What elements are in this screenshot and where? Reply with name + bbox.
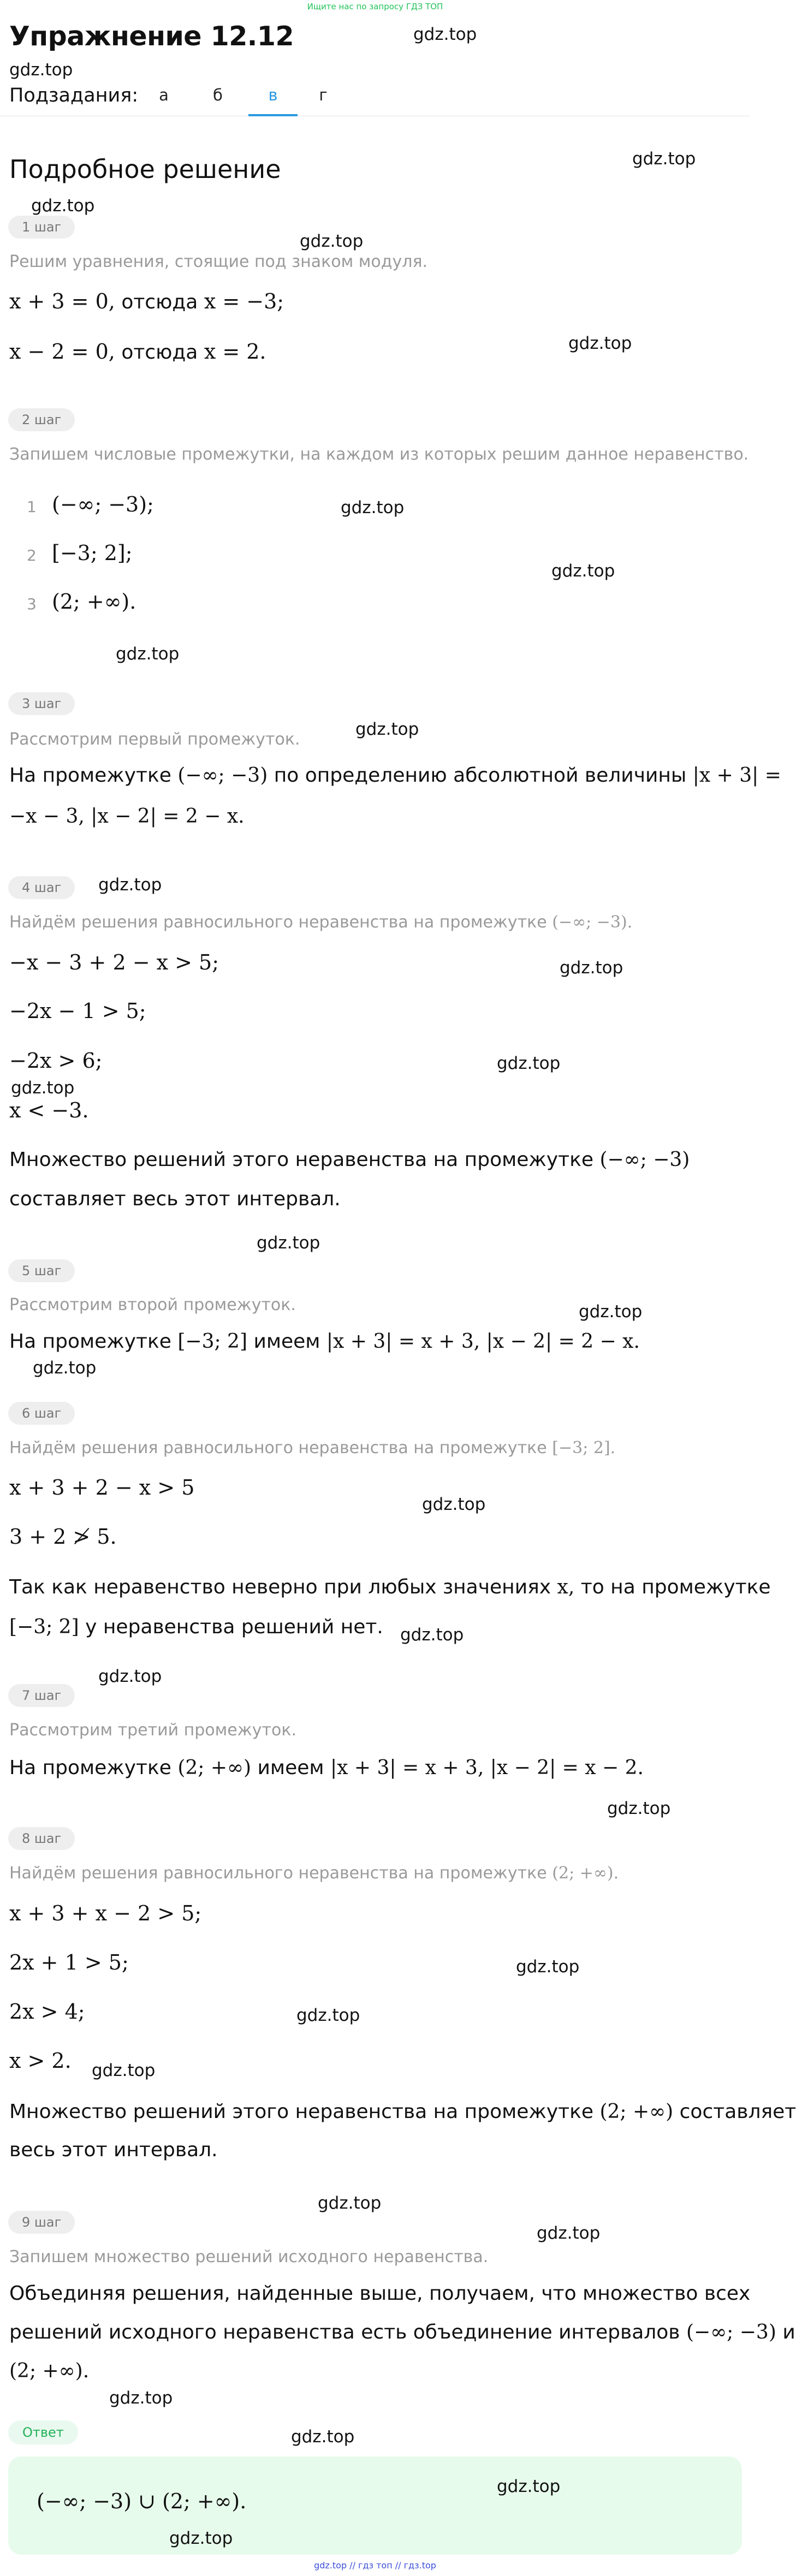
text-line: На промежутке [−3; 2] имеем |x + 3| = x + 3, |x − 2| = 2 − x. [9,1330,640,1353]
tab-b[interactable]: б [213,86,223,104]
equation-line: x < −3. [9,1098,89,1122]
section-title: Подробное решение [9,154,281,184]
watermark: gdz.top [318,2193,382,2213]
step-badge: 5 шаг [8,1259,75,1282]
watermark: gdz.top [98,875,162,895]
watermark: gdz.top [33,1358,97,1378]
equation-line: x − 2 = 0, отсюда x = 2. [9,340,266,364]
equation-line: −x − 3 + 2 − x > 5; [9,950,219,974]
step-badge: 4 шаг [8,876,75,899]
step-badge: 2 шаг [8,408,75,431]
answer-text: (−∞; −3) ∪ (2; +∞). [37,2489,247,2513]
text-line: [−3; 2] у неравенства решений нет. [9,1616,383,1638]
watermark: gdz.top [116,644,180,664]
watermark: gdz.top [497,2477,561,2496]
footer-links[interactable]: gdz.top // гдз топ // гдз.top [314,2560,436,2571]
answer-badge: Ответ [8,2420,78,2444]
active-tab-indicator [248,114,298,116]
list-number: 2 [27,546,37,564]
step-description: Найдём решения равносильного неравенства на промежутке [−3; 2]. [9,1438,616,1457]
watermark: gdz.top [551,561,615,581]
step-badge: 7 шаг [8,1684,75,1707]
tab-g[interactable]: г [319,86,328,104]
step-description: Рассмотрим третий промежуток. [9,1721,296,1740]
watermark: gdz.top [98,1667,162,1686]
watermark: gdz.top [355,719,419,739]
equation-line: x > 2. [9,2049,72,2073]
tab-a[interactable]: а [159,86,169,104]
watermark: gdz.top [497,1054,561,1073]
watermark: gdz.top [92,2061,156,2080]
step-badge: 1 шаг [8,216,75,239]
watermark: gdz.top [568,334,632,353]
step-description: Решим уравнения, стоящие под знаком модуля. [9,252,428,271]
step-description: Рассмотрим первый промежуток. [9,730,300,749]
text-line: составляет весь этот интервал. [9,1188,341,1210]
text-line: решений исходного неравенства есть объединение интервалов (−∞; −3) и [9,2321,795,2343]
step-description: Запишем числовые промежутки, на каждом из которых решим данное неравенство. [9,445,749,464]
watermark: gdz.top [300,231,364,251]
text-line: −x − 3, |x − 2| = 2 − x. [9,805,245,828]
watermark: gdz.top [169,2529,233,2548]
equation-line: 2x > 4; [9,2000,85,2024]
step-badge: 9 шаг [8,2211,75,2234]
step-badge: 3 шаг [8,692,75,715]
watermark: gdz.top [537,2223,601,2243]
watermark: gdz.top [109,2388,173,2408]
page-title: Упражнение 12.12 [9,21,294,52]
watermark: gdz.top [516,1957,580,1977]
equation-line: x + 3 + x − 2 > 5; [9,1901,202,1925]
text-line: Множество решений этого неравенства на промежутке (2; +∞) составляет [9,2101,796,2123]
text-line: Так как неравенство неверно при любых значениях x, то на промежутке [9,1576,771,1598]
watermark: gdz.top [413,25,477,44]
step-description: Найдём решения равносильного неравенства на промежутке (2; +∞). [9,1864,619,1883]
text-line: весь этот интервал. [9,2139,218,2161]
watermark: gdz.top [11,1078,75,1098]
watermark: gdz.top [579,1302,643,1322]
top-banner: Ищите нас по запросу ГДЗ ТОП [307,2,443,11]
text-line: На промежутке (2; +∞) имеем |x + 3| = x + 3, |x − 2| = x − 2. [9,1757,644,1779]
watermark: gdz.top [422,1495,486,1514]
equation-line: −2x > 6; [9,1049,103,1073]
watermark: gdz.top [257,1233,320,1253]
step-description: Найдём решения равносильного неравенства на промежутке (−∞; −3). [9,913,633,932]
equation-line: −2x − 1 > 5; [9,999,146,1023]
watermark: gdz.top [560,958,623,978]
interval-item: [−3; 2]; [52,541,133,565]
tab-v[interactable]: в [268,86,278,104]
watermark: gdz.top [296,2006,360,2025]
equation-line: x + 3 + 2 − x > 5 [9,1476,195,1500]
step-badge: 6 шаг [8,1402,75,1425]
text-line: Множество решений этого неравенства на промежутке (−∞; −3) [9,1149,690,1171]
watermark: gdz.top [31,196,95,216]
interval-item: (−∞; −3); [52,492,154,516]
step-badge: 8 шаг [8,1827,75,1850]
watermark: gdz.top [291,2427,355,2447]
list-number: 3 [27,595,37,613]
list-number: 1 [27,498,37,516]
text-line: Объединяя решения, найденные выше, получаем, что множество всех [9,2282,751,2305]
subtasks-label: Подзадания: [9,85,139,106]
interval-item: (2; +∞). [52,590,136,614]
watermark: gdz.top [607,1799,671,1818]
text-line: На промежутке (−∞; −3) по определению абсолютной величины |x + 3| = [9,764,781,787]
equation-line: 2x + 1 > 5; [9,1950,129,1974]
step-description: Рассмотрим второй промежуток. [9,1295,296,1314]
equation-line: 3 + 2 ≯ 5. [9,1525,117,1549]
text-line: (2; +∞). [9,2360,90,2382]
watermark: gdz.top [341,498,405,517]
step-description: Запишем множество решений исходного неравенства. [9,2247,489,2266]
watermark: gdz.top [400,1625,464,1645]
watermark: gdz.top [632,149,696,169]
site-label: gdz.top [9,60,73,80]
equation-line: x + 3 = 0, отсюда x = −3; [9,289,284,313]
